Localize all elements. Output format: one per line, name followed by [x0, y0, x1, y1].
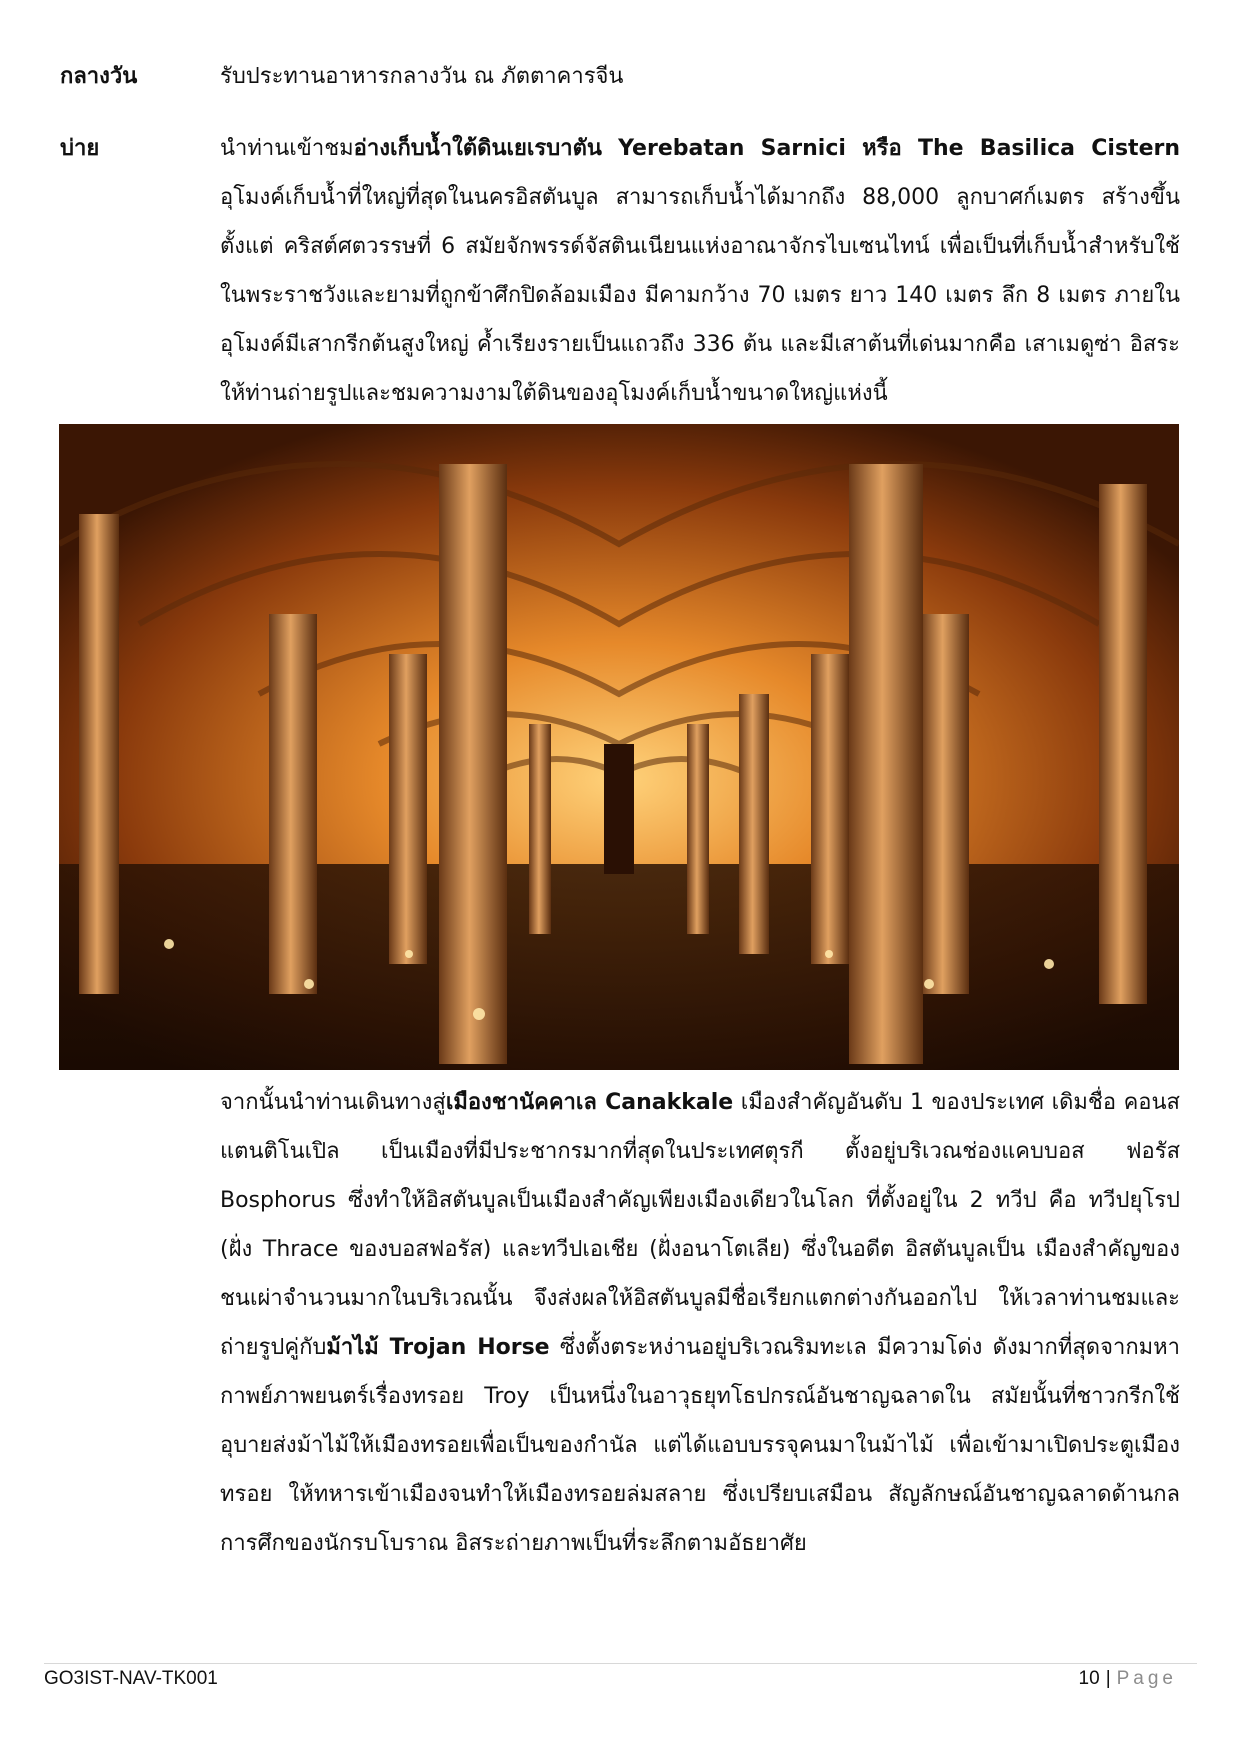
p2-intro: จากนั้นนำท่านเดินทางสู่ [220, 1090, 446, 1115]
p1-bold: อ่างเก็บน้ำใต้ดินเยเรบาตัน Yerebatan Sarnici หรือ The Basilica Cistern [353, 136, 1180, 161]
p2-bold: เมืองชานัคคาเล Canakkale [445, 1090, 734, 1115]
footer-document-code: GO3IST-NAV-TK001 [44, 1668, 218, 1689]
p2-rest: ซึ่งตั้งตระหง่านอยู่บริเวณริมทะเล มีความโด่ง ดังมากที่สุดจากมหากาพย์ภาพยนตร์เรื่องทรอย Troy เป็นหนึ่งในอาวุธยุทโธปกรณ์อันชาญฉลาดใน สมัยนั้นที่ชาวกรีกใช้อุบายส่งม้าไม้ให้เมืองทรอยเพื่อเป็นของกำนัล แต่ได้แอบบรรจุคนมาในม้าไม้ เพื่อเข้ามาเปิดประตูเมืองทรอย ให้ทหารเข้าเมืองจนทำให้เมืองทรอยล่มสลาย ซึ่งเปรียบเสมือน สัญลักษณ์อันชาญฉลาดด้านกลการศึกของนักรบโบราณ อิสระถ่ายภาพเป็นที่ระลึกตามอัธยาศัย [220, 1335, 1180, 1556]
footer-divider [44, 1663, 1197, 1664]
p2-mid: เมืองสำคัญอันดับ 1 ของประเทศ เดิมชื่อ คอนสแตนติโนเปิล เป็นเมืองที่มีประชากรมากที่สุดในประเทศตุรกี ตั้งอยู่บริเวณช่องแคบบอส ฟอรัส Bosphorus ซึ่งทำให้อิสตันบูลเป็นเมืองสำคัญเพียงเมืองเดียวในโลก ที่ตั้งอยู่ใน 2 ทวีป คือ ทวีปยุโรป (ฝั่ง Thrace ของบอสฟอรัส) และทวีปเอเชีย (ฝั่งอนาโตเลีย) ซึ่งในอดีต อิสตันบูลเป็น เมืองสำคัญของชนเผ่าจำนวนมากในบริเวณนั้น จึงส่งผลให้อิสตันบูลมีชื่อเรียกแตกต่างกันออกไป ให้เวลาท่านชมและถ่ายรูปคู่กับ [220, 1090, 1180, 1360]
page-number: 10 [1078, 1668, 1100, 1689]
basilica-cistern-photo [59, 424, 1179, 1070]
page-word: Page [1116, 1668, 1177, 1689]
afternoon-label: บ่าย [60, 136, 100, 161]
cistern-illustration [59, 424, 1179, 1070]
p2-bold-2: ม้าไม้ Trojan Horse [326, 1335, 550, 1360]
lunch-label: กลางวัน [60, 64, 138, 89]
lunch-text: รับประทานอาหารกลางวัน ณ ภัตตาคารจีน [220, 64, 624, 89]
afternoon-paragraph-1 [220, 124, 1180, 418]
footer-page-indicator [1079, 1668, 1177, 1690]
afternoon-paragraph-2 [220, 1078, 1180, 1568]
page-separator: | [1105, 1668, 1111, 1689]
p1-rest: อุโมงค์เก็บน้ำที่ใหญ่ที่สุดในนครอิสตันบูล สามารถเก็บน้ำได้มากถึง 88,000 ลูกบาศก์เมตร สร้างขึ้นตั้งแต่ คริสต์ศตวรรษที่ 6 สมัยจักพรรด์จัสตินเนียนแห่งอาณาจักรไบเซนไทน์ เพื่อเป็นที่เก็บน้ำสำหรับใช้ ในพระราชวังและยามที่ถูกข้าศึกปิดล้อมเมือง มีคามกว้าง 70 เมตร ยาว 140 เมตร ลึก 8 เมตร ภายในอุโมงค์มีเสากรีกต้นสูงใหญ่ ค้ำเรียงรายเป็นแถวถึง 336 ต้น และมีเสาต้นที่เด่นมากคือ เสาเมดูซ่า อิสระให้ท่านถ่ายรูปและชมความงามใต้ดินของอุโมงค์เก็บน้ำขนาดใหญ่แห่งนี้ [220, 185, 1180, 406]
p1-intro: นำท่านเข้าชม [220, 136, 354, 161]
